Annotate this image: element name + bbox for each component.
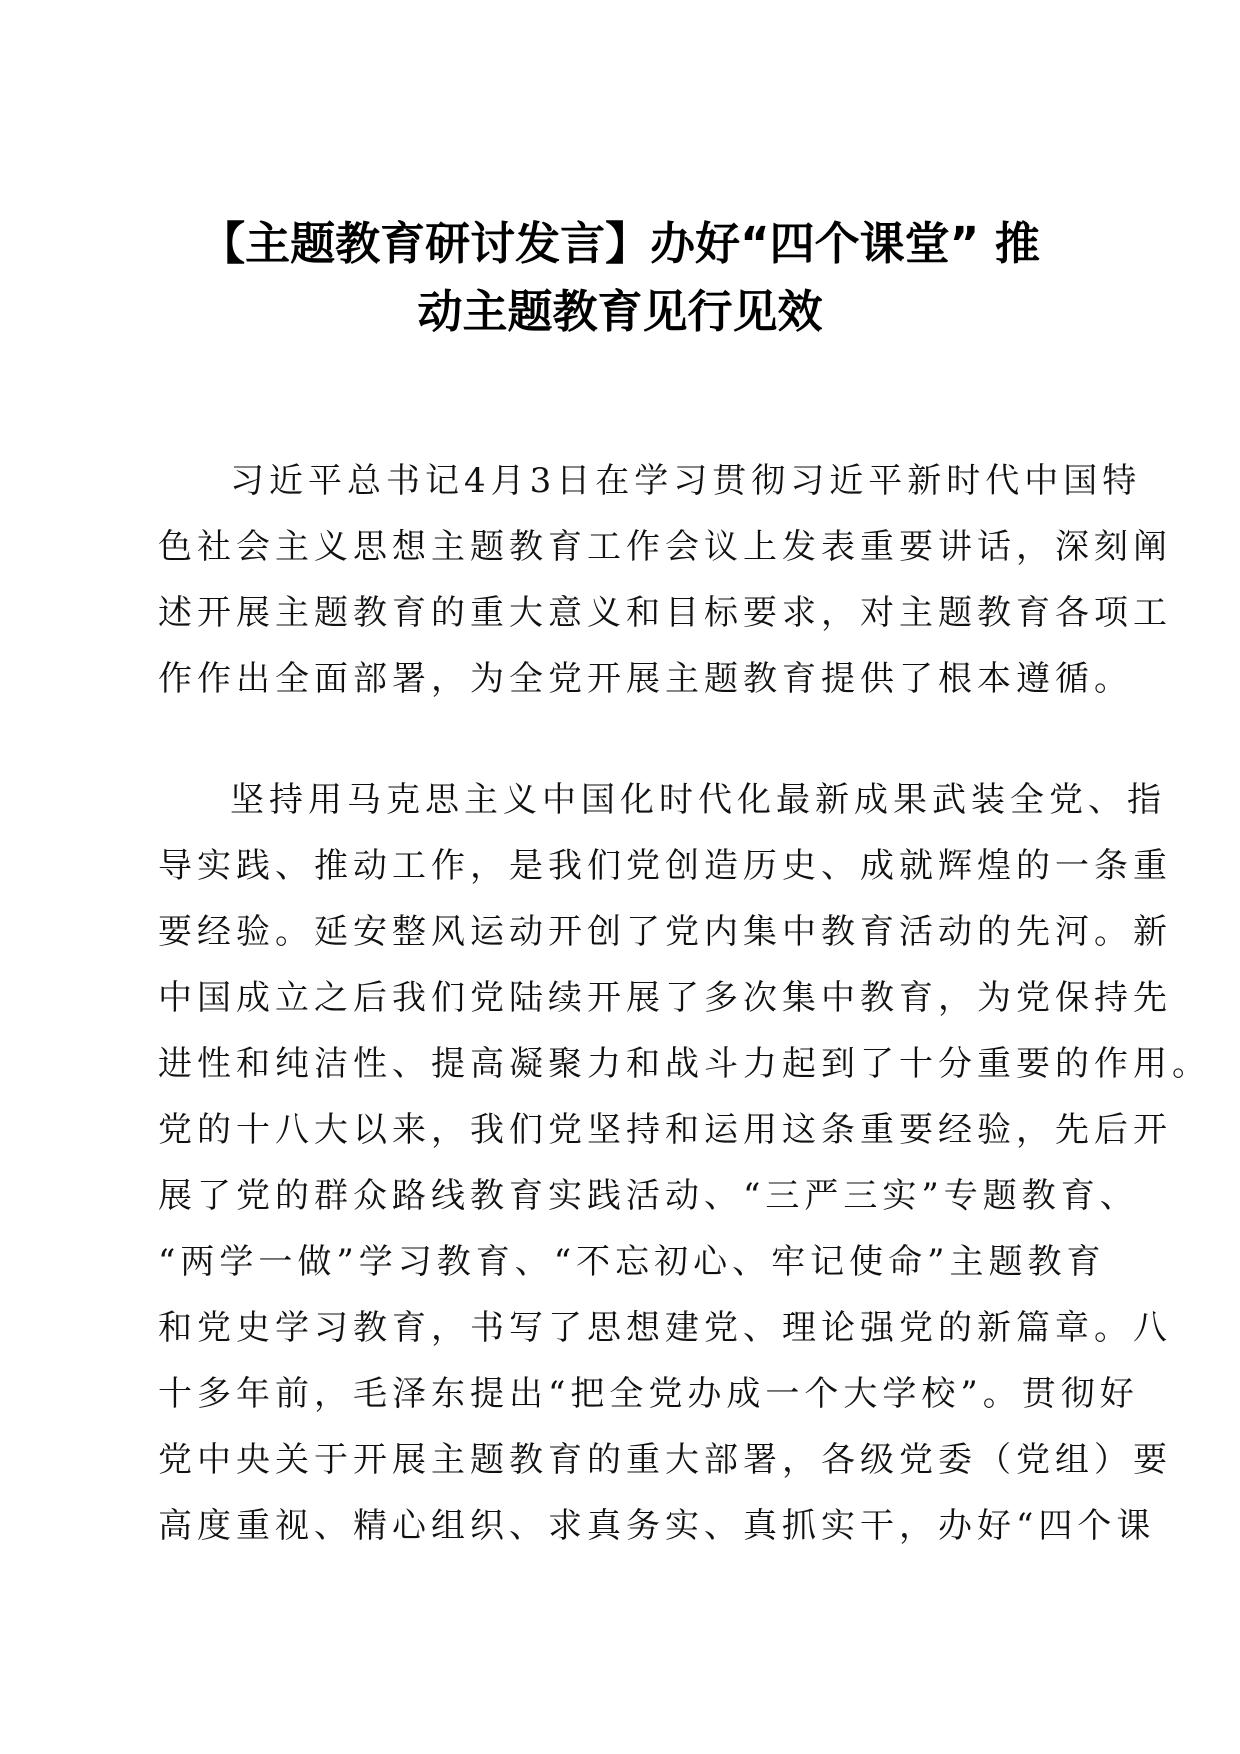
paragraph-line: 和党史学习教育，书写了思想建党、理论强党的新篇章。八 — [158, 1308, 1172, 1348]
title-line: 【主题教育研讨发言】办好“四个课堂” 推 — [200, 217, 1040, 270]
paragraph-line: 导实践、推动工作，是我们党创造历史、成就辉煌的一条重 — [158, 846, 1172, 886]
paragraph-line: 十多年前，毛泽东提出“把全党办成一个大学校”。贯彻好 — [158, 1374, 1139, 1414]
paragraph-line: 党的十八大以来，我们党坚持和运用这条重要经验，先后开 — [158, 1110, 1172, 1150]
paragraph-line: 要经验。延安整风运动开创了党内集中教育活动的先河。新 — [158, 912, 1172, 952]
paragraph-line: 述开展主题教育的重大意义和目标要求，对主题教育各项工 — [158, 593, 1172, 633]
paragraph-line: 中国成立之后我们党陆续开展了多次集中教育，为党保持先 — [158, 978, 1172, 1018]
paragraph-line: 色社会主义思想主题教育工作会议上发表重要讲话，深刻阐 — [158, 527, 1172, 567]
document-title — [150, 210, 1090, 346]
title-line: 动主题教育见行见效 — [417, 285, 823, 338]
paragraph-line: 党中央关于开展主题教育的重大部署，各级党委（党组）要 — [158, 1440, 1172, 1480]
body-paragraph — [158, 767, 1211, 1559]
paragraph-line: 进性和纯洁性、提高凝聚力和战斗力起到了十分重要的作用。 — [158, 1044, 1211, 1084]
paragraph-line: 高度重视、精心组织、求真务实、真抓实干，办好“四个课 — [158, 1506, 1156, 1546]
paragraph-line: 习近平总书记4月3日在学习贯彻习近平新时代中国特 — [230, 461, 1142, 501]
paragraph-line: 坚持用马克思主义中国化时代化最新成果武装全党、指 — [230, 780, 1166, 820]
paragraph-line: 展了党的群众路线教育实践活动、“三严三实”专题教育、 — [158, 1176, 1139, 1216]
paragraph-line: “两学一做”学习教育、“不忘初心、牢记使命”主题教育 — [158, 1242, 1106, 1282]
paragraph-line: 作作出全面部署，为全党开展主题教育提供了根本遵循。 — [158, 659, 1133, 699]
body-paragraph — [158, 448, 1172, 712]
